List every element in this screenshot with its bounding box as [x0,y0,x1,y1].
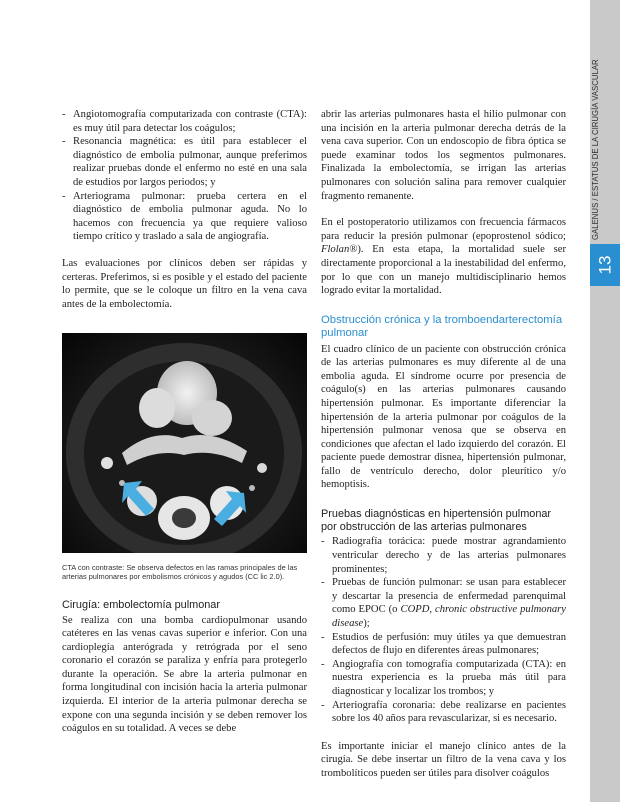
heading-cirugia: Cirugía: embolectomía pulmonar [62,599,220,612]
list-item [321,576,566,630]
paragraph-cirugia: Se realiza con una bomba cardiopulmonar usando catéteres en las venas cavas superior e inferior. Con una cardioplegía anterógrada y retrógrada por el seno coronario el corazón se paraliza y enfría para protegerlo durante la operación. Se abre la arteria pulmonar en forma longitudinal con incisión hacia la arteria pulmonar izquierda. El interior de la arteria pulmonar derecha se expone con una segunda incisión y se deben remover los coágulos en su totalidad. A veces se debe [62,614,307,735]
drug-name: Flolan® [321,244,358,256]
paragraph-evaluaciones: Las evaluaciones por clínicos deben ser rápidas y certeras. Preferimos, si es posible y el estado del paciente lo permite, que se le coloque un filtro en la vena cava antes de la embolectomía. [62,257,307,310]
text-run: ); [363,618,370,630]
abbreviation-expansion: COPD, chronic obstructive pulmonary disease [332,604,567,630]
diagnostic-list [62,108,307,244]
heading-pruebas: Pruebas diagnósticas en hipertensión pulmonar por obstrucción de las arterias pulmonares [321,508,552,534]
paragraph-cuadro: El cuadro clínico de un paciente con obstrucción crónica de las arterias pulmonares es muy diferente al de una embolia aguda. El síndrome ocurre por presencia de coágulo(s) en las arterias pulmonares causando hipertensión pulmonar. Es importante diferenciar la hipertensión de la arteria pulmonar por coágulos de la hipertensión pulmonar venosa que se observa en condiciones que afectan el lado izquierdo del corazón. El paciente puede demostrar disnea, hipertensión pulmonar, fallo de ventrículo derecho, dolor pleurítico y/o hemoptisis. [321,343,566,491]
list-item: - Estudios de perfusión: muy útiles ya que demuestran defectos de flujo en diferentes áreas pulmonares; [321,631,566,658]
heading-obstruccion: Obstrucción crónica y la tromboendarterectomía pulmonar [321,313,563,340]
list-item: - Radiografía torácica: puede mostrar agrandamiento ventricular derecho y de las arterias pulmonares prominentes; [321,535,566,576]
figure-caption: CTA con contraste: Se observa defectos en las ramas principales de las arterias pulmonares por embolismos crónicos y agudos (CC lic 2.0). [62,563,298,582]
running-head-text: GALENUS / ESTATUS DE LA CIRUGÍA VASCULAR [591,59,600,240]
paragraph-postoperatorio [321,216,566,298]
ct-scan-image [62,333,307,553]
paragraph-continuacion: abrir las arterias pulmonares hasta el hilio pulmonar con una incisión en la arteria pulmonar derecha detrás de la vena cava superior. Con un endoscopio de fibra óptica se puede examinar todos los segmentos pulmonares. Finalizada la embolectomía, se irrigan las arterias pulmonares con solución salina para remover cualquier fragmento remanente. [321,109,566,202]
list-item: - Arteriografía coronaria: debe realizarse en pacientes sobre los 40 años para revascularizar, si es necesario. [321,699,566,726]
page-number: 13 [594,255,614,275]
list-item: - Resonancia magnética: es útil para establecer el diagnóstico de embolia pulmonar, aunque preferimos realizar pruebas donde el enfermo no esté en una sala de estudios por largos periodos; y [62,135,307,189]
text-run: ). En esta etapa, la mortalidad suele ser directamente proporcional a la inestabilidad del enfermo, por lo que con un manejo multidisciplinario hemos logrado evitar la mortalidad. [321,244,566,297]
page-number-badge [590,244,620,286]
paragraph-final: Es importante iniciar el manejo clínico antes de la cirugía. Se debe insertar un filtro de la vena cava y los trombolíticos pueden ser útiles para disolver coágulos [321,740,566,779]
left-column [62,108,307,736]
ct-scan-graphic [62,333,307,553]
list-item: - Angiotomografía computarizada con contraste (CTA): es muy útil para detectar los coágulos; [62,108,307,135]
list-item: - Arteriograma pulmonar: prueba certera en el diagnóstico de embolia pulmonar aguda. No lo hacemos con frecuencia ya que requiere valioso tiempo crítico y traslado a sala de angiografía. [62,190,307,244]
pruebas-list [321,535,566,725]
text-run: Pruebas de función pulmonar: se usan para establecer y descartar la presencia de enfermedad parenquimal como EPOC (o [332,577,566,616]
list-item: - Angiografía con tomografía computarizada (CTA): en nuestra experiencia es la prueba más útil para diagnosticar y localizar los trombos; y [321,658,566,699]
text-run: En el postoperatorio utilizamos con frecuencia fármacos para reducir la presión pulmonar (epoprostenol sódico; [321,217,566,242]
right-column [321,108,566,781]
